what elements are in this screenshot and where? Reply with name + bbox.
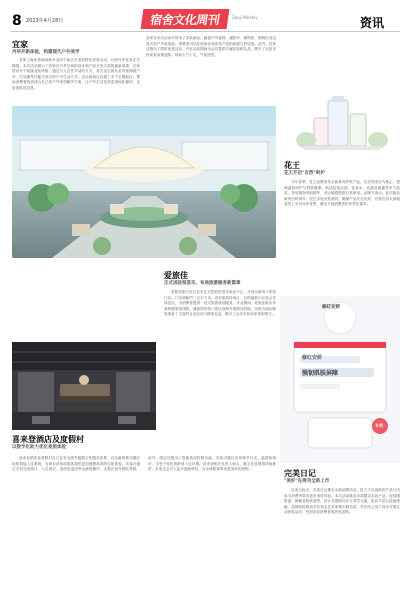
skincare-advertisement (280, 296, 400, 463)
sheraton-lobby-illustration (12, 342, 156, 430)
article-perfectdiary-body: 以美为起点，完美日记推出全新品牌活动，致力于以创新的产品与内容为消费者带来更多美好体验。本次活动推出多款限定彩妆产品，包括眼影盘、唇釉及粉底液等，设计灵感源自东方美学元素，色彩丰富且质地细腻。品牌同时联动多位知名艺术家推出联名款，并在线上线下同步开展互动体验活动，受到年轻消费者的热烈追捧。 (284, 488, 400, 515)
page-header (0, 0, 410, 30)
ad-tag: 专利 (375, 423, 383, 428)
page-date: 2023年4月28日 (26, 18, 64, 24)
article-travel-body: 爱旅佳旅行近日宣布正式进驻恒荟乐商业中心，开设全新线下体验门店。门店面积约三百平方米，设有旅游咨询区、目的地展示区及会员休息区，为消费者提供一站式旅游规划服务。开业期间，爱旅佳推出多条特惠旅游线路，涵盖国内热门景区及海外度假目的地，同时为到店顾客准备了丰富的互动活动与精美礼品，吸引了众多市民前来咨询预订。 (164, 290, 276, 317)
article-kao-body: 今年春季，花王品牌发布全新系列护肤产品，以自然成分为核心，强调温和呵护与肌肤健康。新品包括洁面、化妆水、乳液及面霜等多个品类，采用植物萃取精华，适合敏感肌肤日常使用。品牌方表示，此次新品研发历时两年，经过多轮皮肤测试，确保产品安全有效，并将在各大商超及线上平台同步发售，满足不同消费者的多样化需求。 (284, 180, 400, 207)
article-travel-title: 爱旅佳 (164, 271, 188, 280)
article-perfectdiary-title: 完美日记 (284, 469, 316, 478)
article-ikea-body-col2: 宜家在本次活动中带来了多款新品，涵盖户外桌椅、遮阳伞、储物柜、照明灯具以及各类户外装饰品，消费者可以在现场亲身体验产品的质感与舒适度。此外，宜家还推出了限时优惠活动，并在活动期间为会员提供专属折扣和礼品，吸引了大批市民前来参观选购，现场人气十足，气氛热烈。 (146, 36, 276, 57)
article-ikea-subtitle: 丹华开新体验，构建现代户外美学 (12, 50, 80, 55)
ad-brand: 修红安妍 (322, 305, 340, 310)
article-sheraton-body: 喜来登酒店及度假村近日宣布全面升级数字化服务体系，以全新的移动端应用和智能入住系统，为商务及休闲旅客提供更加便捷高效的住宿体验。宾客可通过手机完成预订、入住登记、选房及退房等全流程操作，无需在前台排队等候。此外，酒店还推出了智能客房控制功能，宾客可通过应用调节灯光、温度和窗帘，享受个性化的舒适入住环境。喜来登相关负责人表示，数字化转型将持续推进，未来还会引入更多创新科技，为全球旅客带来更美好的旅程。 (12, 456, 276, 472)
article-sheraton-subtitle: 以数字化助力优化差旅体验 (12, 445, 66, 450)
ad-product-line1: 修红安妍 (302, 355, 323, 361)
skincare-ad-illustration (280, 296, 400, 463)
page-number: 8 (12, 13, 22, 29)
sheraton-lobby-photo (12, 342, 156, 430)
article-sheraton-title: 喜来登酒店及度假村 (12, 435, 84, 444)
article-travel-subtitle: 正式进驻恒荟乐，布局旅游服务新篇章 (164, 281, 241, 286)
article-kao-title: 花王 (284, 161, 300, 170)
article-ikea-body-col1: 宜家上海北蔡商场新开业四个新店开业的特色体验活动，日前丹华宜家正式揭幕。本次活动展示了宜家在户外空间的设计和产品开发方面的最新成果，在家居设计中延续北欧风格，通过与大自然对话的方式，将生活空间从室内延伸到户外，打造兼具功能与美学的户外生活方式。活动现场还设置了多个主题展区，帮助消费者找到适合自己的户外家居解决方案，让户外生活变得更加轻松愉快，也更加贴近自然。 (12, 58, 140, 90)
ikea-outdoor-illustration (12, 106, 276, 258)
masthead-subtitle: Zaoji Weekly (232, 15, 258, 20)
kao-product-photo (284, 92, 400, 156)
ad-product-line2: 强韧肌肤屏障 (302, 370, 339, 377)
article-ikea-title: 宜家 (12, 40, 28, 49)
kao-product-illustration (284, 92, 400, 156)
article-perfectdiary-subtitle: "美好"在周刊全新上市 (284, 479, 330, 484)
masthead-logo: 宿舍文化周刊 (141, 9, 230, 29)
article-kao-subtitle: 花王开启"自然"呵护 (284, 171, 325, 176)
section-title: 资讯 (360, 16, 385, 30)
ikea-outdoor-photo (12, 106, 276, 258)
header-divider (10, 31, 400, 32)
